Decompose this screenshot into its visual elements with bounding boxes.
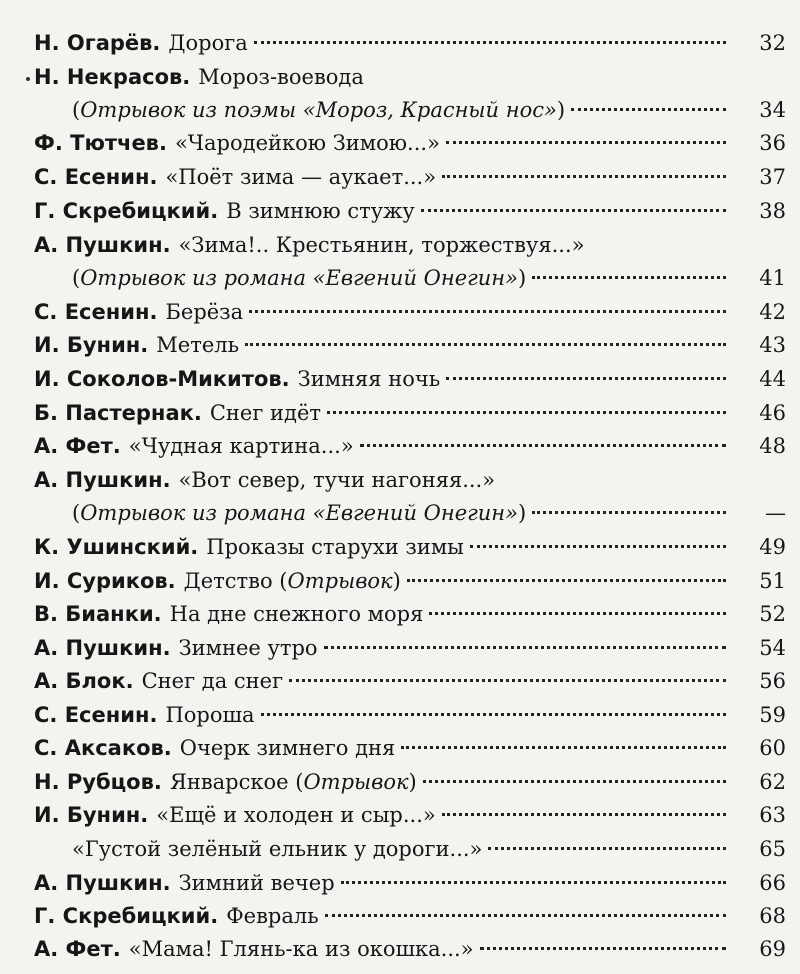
toc-row[interactable] [0,798,800,832]
toc-title: «Чародейкою Зимою...» [174,131,440,155]
toc-page-number: 60 [759,736,786,760]
toc-row[interactable] [0,160,800,194]
toc-author: С. Есенин. [34,703,158,727]
toc-title: Снег идёт [209,401,322,425]
toc-entry [34,765,726,799]
toc-entry [34,429,726,463]
toc-author: Н. Некрасов. [34,65,191,89]
toc-entry [72,93,726,127]
toc-title: Берёза [165,300,244,324]
dot-leader [327,410,726,414]
dot-leader [325,913,726,917]
toc-entry [72,496,726,530]
toc-author: А. Фет. [34,937,121,961]
toc-page-number: 66 [759,871,786,895]
dot-leader [423,779,726,783]
toc-entry [34,295,726,329]
toc-entry [34,396,726,430]
toc-page-number: 43 [759,333,786,357]
toc-row[interactable] [0,261,800,295]
toc-row[interactable] [0,496,800,530]
toc-row[interactable] [0,664,800,698]
toc-row[interactable] [0,429,800,463]
toc-author: Г. Скребицкий. [34,904,219,928]
dot-leader [480,946,726,950]
toc-row[interactable] [0,698,800,732]
toc-author: С. Есенин. [34,300,158,324]
toc-page-number: 46 [759,401,786,425]
dot-leader [571,107,726,111]
toc-page-number: 42 [759,300,786,324]
toc-row[interactable] [0,295,800,329]
dot-leader [254,40,726,44]
dot-leader [470,544,726,548]
toc-row[interactable] [0,463,800,497]
toc-entry [34,328,726,362]
dot-leader [341,880,726,884]
dot-leader [532,275,726,279]
toc-author: Б. Пастернак. [34,401,202,425]
toc-author: А. Фет. [34,434,121,458]
dot-leader [532,510,726,514]
toc-row[interactable] [0,731,800,765]
toc-author: В. Бианки. [34,602,162,626]
dot-leader [488,846,726,850]
dot-leader [442,174,726,178]
toc-title: Зимняя ночь [297,367,441,391]
toc-page-number: 54 [759,636,786,660]
toc-row[interactable] [0,93,800,127]
toc-entry [34,463,726,497]
toc-author: Н. Огарёв. [34,31,161,55]
toc-entry [34,564,726,598]
toc-row[interactable] [0,194,800,228]
toc-author: И. Суриков. [34,569,176,593]
toc-author: С. Есенин. [34,165,158,189]
toc-entry [34,932,726,966]
toc-page-number: 56 [759,669,786,693]
toc-page-number: 34 [759,98,786,122]
toc-page-number: 48 [759,434,786,458]
toc-title: Январское (Отрывок) [169,770,417,794]
toc-title: (Отрывок из романа «Евгений Онегин») [72,266,527,290]
toc-author: И. Бунин. [34,333,149,357]
toc-row[interactable] [0,899,800,933]
dot-leader [245,342,726,346]
toc-title: «Вот север, тучи нагоняя...» [178,468,496,492]
toc-author: Н. Рубцов. [34,770,162,794]
toc-page-number: 41 [759,266,786,290]
toc-title: В зимнюю стужу [226,199,415,223]
toc-page-number: 69 [759,937,786,961]
toc-entry [34,631,726,665]
toc-page-number: 38 [759,199,786,223]
toc-row[interactable] [0,597,800,631]
dot-leader [446,376,726,380]
toc-entry [34,866,726,900]
toc-row[interactable] [0,866,800,900]
toc-author: А. Пушкин. [34,871,171,895]
toc-title: Мороз-воевода [198,65,364,89]
dot-leader [289,678,726,682]
toc-page-number: 44 [759,367,786,391]
toc-entry [34,26,726,60]
toc-page-number: 52 [759,602,786,626]
toc-author: Ф. Тютчев. [34,131,167,155]
toc-row[interactable] [0,631,800,665]
toc-author: И. Бунин. [34,803,149,827]
toc-author: А. Пушкин. [34,468,171,492]
toc-page-number: 65 [759,837,786,861]
toc-row[interactable] [0,530,800,564]
toc-title: Зимний вечер [178,871,335,895]
toc-title: На дне снежного моря [169,602,424,626]
toc-entry [34,530,726,564]
toc-title: Снег да снег [141,669,284,693]
dot-leader [429,611,726,615]
dot-leader [407,578,726,582]
toc-entry [34,698,726,732]
toc-entry [34,126,726,160]
toc-title: Очерк зимнего дня [179,736,396,760]
dot-leader [442,812,726,816]
dot-leader [360,443,726,447]
toc-page-number: 62 [759,770,786,794]
toc-title: Дорога [168,31,248,55]
toc-title: «Ещё и холоден и сыр...» [156,803,436,827]
toc-title: Пороша [165,703,255,727]
toc-title: «Густой зелёный ельник у дороги...» [72,837,483,861]
toc-row[interactable] [0,26,800,60]
toc-author: А. Пушкин. [34,233,171,257]
toc-author: И. Соколов-Микитов. [34,367,290,391]
dot-leader [401,745,726,749]
toc-author: Г. Скребицкий. [34,199,219,223]
toc-page-number: — [765,501,786,525]
toc-title: (Отрывок из романа «Евгений Онегин») [72,501,527,525]
dot-leader [261,712,726,716]
toc-row[interactable] [0,932,800,966]
toc-author: А. Пушкин. [34,636,171,660]
toc-entry [34,194,726,228]
toc-page-number: 68 [759,904,786,928]
toc-row[interactable] [0,328,800,362]
toc-entry [72,832,726,866]
toc-title: «Чудная картина...» [128,434,354,458]
toc-row[interactable] [0,396,800,430]
toc-entry [34,798,726,832]
dot-leader [249,309,726,313]
toc-title: «Зима!.. Крестьянин, торжествуя...» [178,233,585,257]
toc-entry [34,160,726,194]
toc-row[interactable] [0,126,800,160]
toc-title: (Отрывок из поэмы «Мороз, Красный нос») [72,98,566,122]
toc-row[interactable] [0,228,800,262]
toc-title: Детство (Отрывок) [183,569,401,593]
toc-entry [34,228,726,262]
toc-page-number: 37 [759,165,786,189]
toc-row[interactable] [0,362,800,396]
toc-title: Зимнее утро [178,636,318,660]
toc-page-number: 59 [759,703,786,727]
toc-entry [34,362,726,396]
toc-row[interactable] [0,765,800,799]
toc-row[interactable] [0,60,800,94]
toc-entry [34,60,726,94]
toc-row[interactable] [0,564,800,598]
toc-title: Февраль [226,904,319,928]
toc-title: Метель [156,333,240,357]
toc-entry [34,664,726,698]
toc-title: «Мама! Глянь-ка из окошка...» [128,937,474,961]
toc-entry [34,597,726,631]
dot-leader [421,208,726,212]
toc-author: К. Ушинский. [34,535,199,559]
toc-page-number: 32 [759,31,786,55]
dot-leader [324,645,726,649]
toc-entry [72,261,726,295]
toc-page-number: 63 [759,803,786,827]
toc-title: «Поёт зима — аукает...» [165,165,437,189]
toc-title: Проказы старухи зимы [206,535,464,559]
toc-entry [34,731,726,765]
toc-page-number: 51 [759,569,786,593]
dot-leader [446,140,726,144]
toc-entry [34,899,726,933]
toc-author: А. Блок. [34,669,134,693]
toc-page-number: 49 [759,535,786,559]
toc-author: С. Аксаков. [34,736,172,760]
toc-page-number: 36 [759,131,786,155]
toc-row[interactable] [0,832,800,866]
